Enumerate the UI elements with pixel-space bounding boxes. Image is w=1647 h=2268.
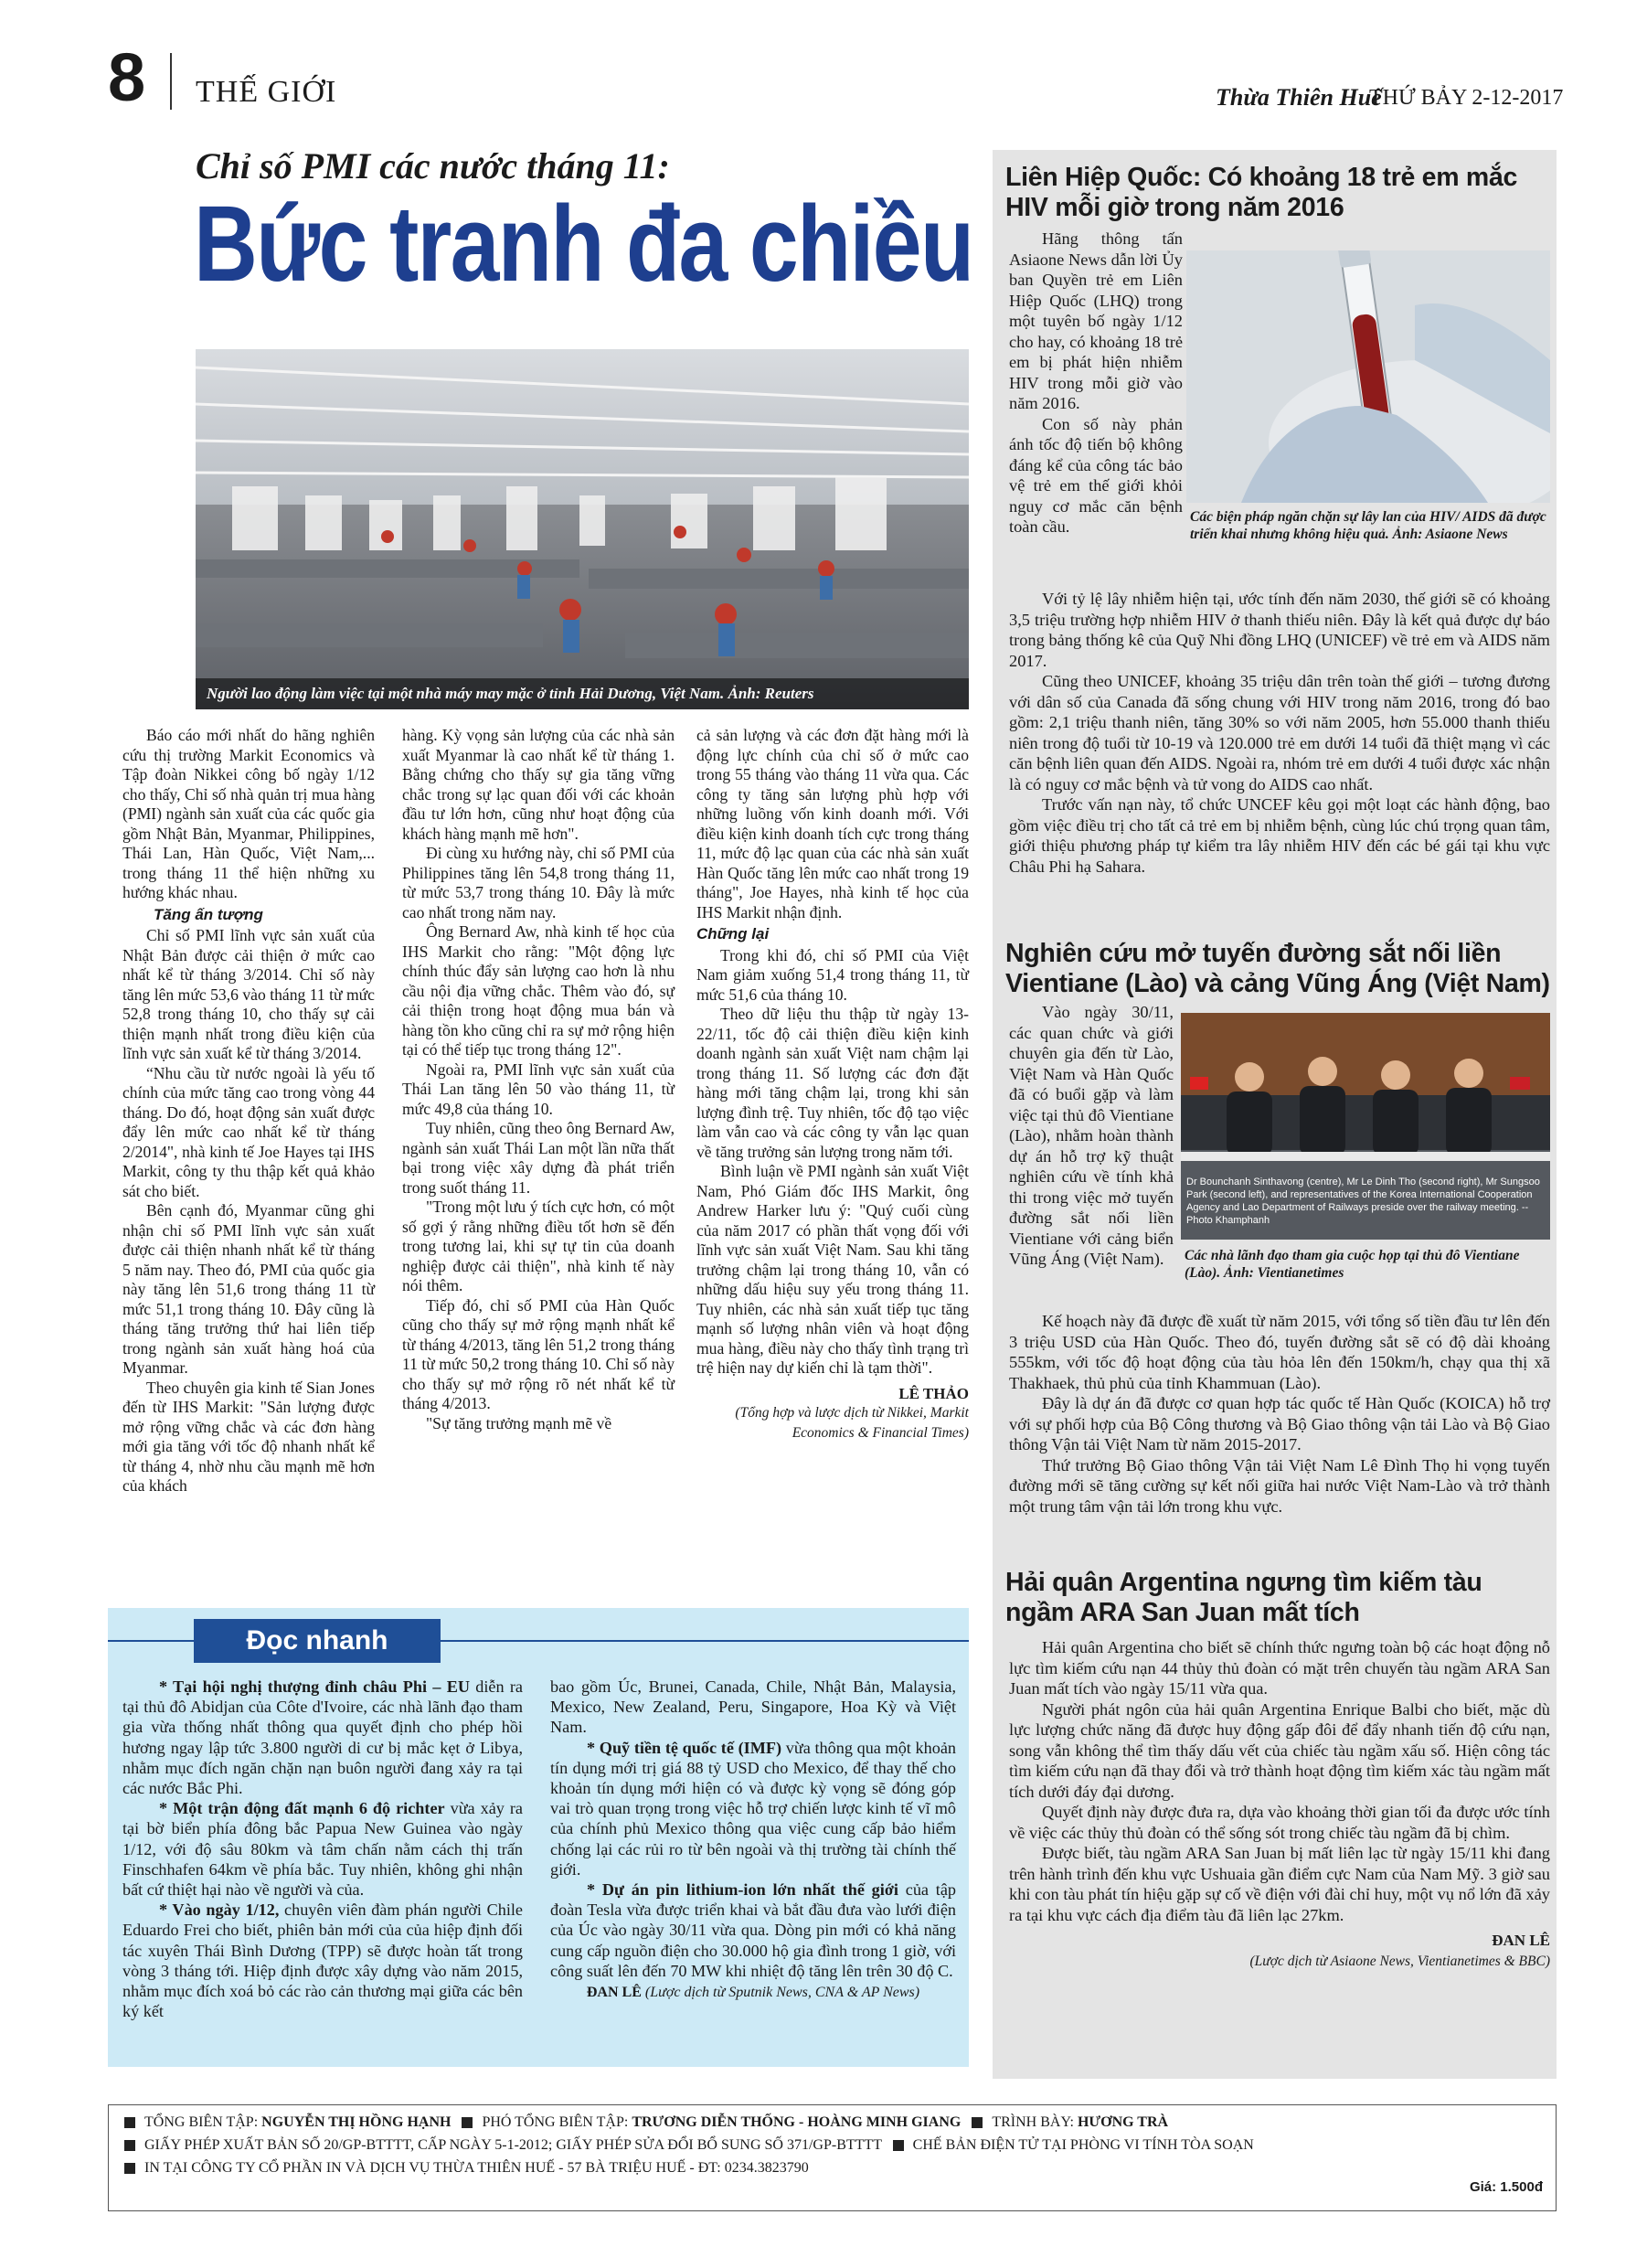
- bullet-square-icon: [124, 2140, 135, 2151]
- footer-value: TRƯƠNG DIỄN THỐNG - HOÀNG MINH GIANG: [632, 2114, 962, 2130]
- paragraph: Hải quân Argentina cho biết sẽ chính thức ngưng toàn bộ các hoạt động nỗ lực tìm kiếm cứu nạn 44 thủy thủ đoàn có mặt trên chuyến tàu ngầm ARA San Juan mất tích vào ngày 15/11 vừa qua.: [1009, 1638, 1550, 1698]
- paragraph: Theo chuyên gia kinh tế Sian Jones đến từ IHS Markit: "Sản lượng được mở rộng vững chắc và các đơn hàng mới gia tăng với tốc độ nhanh nhất kể từ tháng 4, nhờ nhu cầu mạnh mẽ hơn của khách: [122, 1378, 375, 1495]
- hiv-article-body: [1009, 589, 1550, 877]
- bullet-square-icon: [462, 2117, 473, 2128]
- hiv-blood-sample-photo: [1186, 250, 1550, 503]
- quick-read-text: vừa xảy ra tại bờ biển phía đông bắc Papua New Guinea vào ngày 1/12, với độ sâu 80km và tâm chấn nằm cách thị trấn Finschhafen 64km về phía bắc. Tuy nhiên, không ghi nhận bất cứ thiệt hại nào về người và của.: [122, 1799, 523, 1900]
- submarine-byline: ĐAN LÊ: [1492, 1932, 1550, 1949]
- submarine-source: (Lược dịch từ Asiaone News, Vientianetimes & BBC): [1249, 1953, 1550, 1969]
- paragraph: Kế hoạch này đã được đề xuất từ năm 2015, với tổng số tiền đầu tư lên đến 3 triệu USD của Hàn Quốc. Theo đó, tuyến đường sắt sẽ có độ dài khoảng 555km, với tốc độ hoạt động của tàu hỏa lên đến 150km/h, chạy qua thị xã Thakhaek, thủ phủ của tỉnh Khammuan (Lào).: [1009, 1312, 1550, 1392]
- paragraph: Báo cáo mới nhất do hãng nghiên cứu thị trường Markit Economics và Tập đoàn Nikkei công bố ngày 1/12 cho thấy, Chỉ số nhà quản trị mua hàng (PMI) ngành sản xuất của các quốc gia gồm Nhật Bản, Myanmar, Philippines, Thái Lan, Hàn Quốc, Việt Nam,... trong tháng 11 thể hiện những xu hướng khác nhau.: [122, 726, 375, 901]
- paragraph: "Trong một lưu ý tích cực hơn, có một số gợi ý rằng những điều tốt hơn sẽ đến trong tương lai, khi sự tự tin của doanh nghiệp được cải thiện", nhà kinh tế này nói thêm.: [402, 1198, 675, 1294]
- railway-article-headline: Nghiên cứu mở tuyến đường sắt nối liền Vientiane (Lào) và cảng Vũng Áng (Việt Nam): [1005, 939, 1550, 998]
- quick-read-item: [550, 1738, 956, 1879]
- railway-article-body: [1009, 1311, 1550, 1517]
- paragraph: Con số này phản ánh tốc độ tiến bộ không đáng kể của công tác bảo vệ trẻ em thế giới khỏi nguy cơ mắc căn bệnh toàn cầu.: [1009, 414, 1183, 536]
- quick-read-source: (Lược dịch từ Sputnik News, CNA & AP News): [644, 1985, 920, 2001]
- article-kicker: Chỉ số PMI các nước tháng 11:: [196, 145, 670, 186]
- quick-read-title: Đọc nhanh: [194, 1619, 441, 1663]
- footer-label: PHÓ TỔNG BIÊN TẬP:: [482, 2114, 632, 2130]
- quick-read-text: diễn ra tại thủ đô Abidjan của Côte d'Ivoire, các nhà lãnh đạo tham gia vừa thống nhất thông qua quyết định cho phép hồi hương ngay lập tức 3.800 người di cư bị mắc kẹt ở Libya, nhằm mục đích ngăn chặn nạn buôn người đang xảy ra tại các nước Bắc Phi.: [122, 1677, 523, 1798]
- quick-read-lead: * Tại hội nghị thượng đỉnh châu Phi – EU: [159, 1677, 470, 1696]
- blood-tube-illustration: [1186, 250, 1550, 503]
- footer-license-text: GIẤY PHÉP XUẤT BẢN SỐ 20/GP-BTTTT, CẤP NGÀY 5-1-2012; GIẤY PHÉP SỬA ĐỔI BỔ SUNG SỐ 371/GP-BTTTT: [144, 2137, 882, 2153]
- paragraph: Thứ trưởng Bộ Giao thông Vận tải Việt Nam Lê Đình Thọ hi vọng tuyến đường mới sẽ tăng cường sự kết nối giữa hai nước Việt Nam-Lào và trở thành một trung tâm vận tải lớn trong khu vực.: [1009, 1455, 1550, 1516]
- article-column-1: [122, 726, 375, 1496]
- quick-read-lead: * Quỹ tiền tệ quốc tế (IMF): [587, 1738, 782, 1757]
- paragraph: cả sản lượng và các đơn đặt hàng mới là động lực chính của chỉ số ở mức cao trong 55 tháng vào tháng 11 vừa qua. Các công ty tăng sản lượng phù hợp với những luồng vốn kinh doanh mới. Với điều kiện kinh doanh tích cực trong tháng 11, mức độ lạc quan của các nhà sản xuất Hàn Quốc tăng lên mức cao nhất trong 19 tháng", Joe Hayes, nhà kinh tế học của IHS Markit nhận định.: [696, 726, 969, 921]
- article-source: (Tổng hợp và lược dịch từ Nikkei, Markit Economics & Financial Times): [735, 1405, 969, 1441]
- railway-photo-caption: Các nhà lãnh đạo tham gia cuộc họp tại thủ đô Vientiane (Lào). Ảnh: Vientianetimes: [1185, 1248, 1520, 1281]
- quick-read-item: [550, 1879, 956, 1981]
- footer-row-printer: [124, 2156, 1312, 2179]
- article-headline: Bức tranh đa chiều: [194, 184, 973, 304]
- quick-read-item: [550, 1677, 956, 1738]
- quick-read-text: bao gồm Úc, Brunei, Canada, Chile, Nhật Bản, Malaysia, Mexico, New Zealand, Peru, Singapore, Hoa Kỳ và Việt Nam.: [550, 1677, 956, 1737]
- submarine-article-headline: Hải quân Argentina ngưng tìm kiếm tàu ngầm ARA San Juan mất tích: [1005, 1568, 1482, 1627]
- paragraph: Bình luận về PMI ngành sản xuất Việt Nam, Phó Giám đốc IHS Markit, ông Andrew Harker lưu ý: "Quý cuối cùng của năm 2017 có phần thất vọng đối với lĩnh vực sản xuất Việt Nam. Sau khi tăng trưởng chậm lại trong tháng 10, vẫn có những dấu hiệu suy yếu trong tháng 11. Tuy nhiên, các nhà sản xuất tiếp tục tăng mạnh số lượng nhân viên và hoạt động mua hàng, điều này cho thấy tình trạng trì trệ hiện nay dự kiến chỉ là tạm thời".: [696, 1162, 969, 1377]
- quick-read-credit: [550, 1983, 956, 2003]
- factory-photo-illustration: [196, 349, 969, 709]
- paragraph: Tiếp đó, chỉ số PMI của Hàn Quốc cũng cho thấy sự mở rộng mạnh nhất kể từ tháng 4/2013, tăng lên 51,2 trong tháng 11 từ mức 50,2 trong tháng 10. Chỉ số này cho thấy sự mở rộng rõ nét nhất kể từ tháng 4/2013.: [402, 1295, 675, 1412]
- footer-label: TỔNG BIÊN TẬP:: [144, 2114, 262, 2130]
- paragraph: Đây là dự án đã được cơ quan hợp tác quốc tế Hàn Quốc (KOICA) hỗ trợ với sự phối hợp của Bộ Công thương và Bộ Giao thông vận tải Lào và Bộ Giao thông Vận tải Việt Nam từ năm 2015-2017.: [1009, 1394, 1550, 1453]
- footer-row-license: [124, 2134, 1541, 2156]
- quick-read-right-column: [550, 1677, 956, 2003]
- hiv-photo-caption: Các biện pháp ngăn chặn sự lây lan của HIV/ AIDS đã được triển khai nhưng không hiệu quả. Ảnh: Asiaone News: [1190, 509, 1546, 542]
- footer-label: TRÌNH BÀY:: [992, 2114, 1078, 2130]
- paragraph: Tuy nhiên, cũng theo ông Bernard Aw, ngành sản xuất Thái Lan một lần nữa thất bại trong việc xây dựng đà phát triển trong suốt tháng 11.: [402, 1119, 675, 1197]
- quick-read-text: chuyên viên đàm phán người Chile Eduardo Frei cho biết, phiên bản mới của của hiệp định đối tác xuyên Thái Bình Dương (TPP) sẽ được hoàn tất trong vòng 3 tháng tới. Hiệp định được xây dựng vào năm 2015, nhằm mục đích xoá bỏ các rào cản thương mại giữa các bên ký kết: [122, 1901, 523, 2021]
- railway-article-lead: [1009, 1002, 1174, 1270]
- hiv-article-headline: Liên Hiệp Quốc: Có khoảng 18 trẻ em mắc HIV mỗi giờ trong năm 2016: [1005, 163, 1518, 222]
- subheading-slowdown: Chững lại: [696, 925, 770, 942]
- quick-read-left-column: [122, 1677, 523, 2021]
- section-title: THẾ GIỚI: [196, 75, 337, 109]
- paragraph: Bên cạnh đó, Myanmar cũng ghi nhận chỉ số PMI lĩnh vực sản xuất được cải thiện nhanh nhất kể từ tháng 5 năm nay. Theo đó, PMI của quốc gia này tăng lên 51,6 trong tháng 11 từ mức 51,1 trong tháng 10. Đây cũng là tháng tăng trưởng thứ hai liên tiếp trong ngành sản xuất hàng hoá của Myanmar.: [122, 1201, 375, 1377]
- article-column-2: [402, 726, 675, 1433]
- quick-read-lead: * Dự án pin lithium-ion lớn nhất thế giới: [587, 1880, 898, 1900]
- bullet-square-icon: [124, 2163, 135, 2174]
- issue-date: THỨ BẢY 2-12-2017: [1369, 86, 1564, 110]
- article-byline: LÊ THẢO: [898, 1384, 969, 1402]
- bullet-square-icon: [124, 2117, 135, 2128]
- quick-read-byline: ĐAN LÊ: [586, 1985, 642, 2001]
- quick-read-lead: * Một trận động đất mạnh 6 độ richter: [159, 1799, 445, 1818]
- paragraph: “Nhu cầu từ nước ngoài là yếu tố chính của mức tăng cao trong vòng 44 tháng. Do đó, hoạt động sản xuất được đẩy lên mức cao nhất kể từ tháng 2/2014", nhà kinh tế Joe Hayes tại IHS Markit, công ty thu thập kết quả khảo sát cho biết.: [122, 1063, 375, 1200]
- quick-read-text: vừa thông qua một khoản tín dụng mới trị giá 88 tỷ USD cho Mexico, để thay thế cho khoản tín dụng mới hiện có và được kỳ vọng sẽ đóng góp vai trò quan trọng trong việc hỗ trợ chiến lược kinh tế vĩ mô của chính phủ Mexico thông qua việc cung cấp bảo hiểm chống lại các rủi ro từ bên ngoài và thị trường tài chính thế giới.: [550, 1738, 957, 1879]
- footer-row-editors: [124, 2111, 1541, 2134]
- factory-photo: [196, 349, 969, 709]
- paragraph: hàng. Kỳ vọng sản lượng của các nhà sản xuất Myanmar là cao nhất kể từ tháng 1. Bằng chứng cho thấy sự gia tăng vững chắc trong sự lạc quan đối với các khoản đầu tư lớn hơn, cũng như hoạt động của khách hàng mạnh mẽ hơn".: [402, 726, 675, 843]
- paragraph: Ông Bernard Aw, nhà kinh tế học của IHS Markit cho rằng: "Một động lực chính thúc đẩy sản lượng cao hơn là nhu cầu nội địa vững chắc. Thêm vào đó, sự cải thiện trong hoạt động mua bán và hàng tồn kho cũng chỉ ra sự mở rộng hiện tại có thể tiếp tục trong tháng 12".: [402, 922, 675, 1059]
- subheading-impressive-growth: Tăng ấn tượng: [154, 905, 263, 923]
- bullet-square-icon: [893, 2140, 904, 2151]
- footer-printer-text: IN TẠI CÔNG TY CỔ PHẦN IN VÀ DỊCH VỤ THỪA THIÊN HUẾ - 57 BÀ TRIỆU HUẾ - ĐT: 0234.3823790: [144, 2160, 809, 2176]
- paragraph: Người phát ngôn của hải quân Argentina Enrique Balbi cho biết, mặc dù lực lượng chức năng đã được huy động gấp đôi để đẩy nhanh tiến độ cứu nạn, song vẫn không thể tìm thấy dấu vết của chiếc tàu ngầm xấu số. Hiện công tác tìm kiếm cứu nạn đã thay đổi và trở thành hoạt động tìm kiếm xác tàu ngầm mất tích dưới đáy đại dương.: [1009, 1699, 1550, 1801]
- railway-meeting-photo: [1181, 1013, 1550, 1240]
- quick-read-text: của tập đoàn Tesla vừa được triển khai và bắt đầu đưa vào lưới điện của Úc vào ngày 30/11 vừa qua. Dòng pin mới có khả năng cung cấp nguồn điện cho 30.000 hộ gia đình trong 1 giờ, với công suất lên đến 70 MW khi nhiệt độ tăng lên trên 30 độ C.: [550, 1880, 956, 1980]
- quick-read-item: [122, 1900, 523, 2021]
- page-number: 8: [108, 39, 146, 115]
- railway-photo-overlay-text: Dr Bounchanh Sinthavong (centre), Mr Le Dinh Tho (second right), Mr Sungsoo Park (second left), and representatives of the Korea International Cooperation Agency and Lao Department of Railways preside over the railway meeting. --Photo Khamphanh: [1186, 1177, 1540, 1226]
- footer-typesetting-text: CHẾ BẢN ĐIỆN TỬ TẠI PHÒNG VI TÍNH TÒA SOẠN: [912, 2137, 1254, 2153]
- paragraph: Trước vấn nạn này, tổ chức UNCEF kêu gọi một loạt các hành động, bao gồm việc điều trị cho tất cả trẻ em bị nhiễm bệnh, cùng lúc chú trọng quan tâm, giới thiệu phương pháp tự kiểm tra lây nhiễm HIV đến các bé gái tại khu vực Châu Phi hạ Sahara.: [1009, 795, 1550, 876]
- article-column-3: [696, 726, 969, 1443]
- footer-value: HƯƠNG TRÀ: [1077, 2114, 1169, 2130]
- newspaper-name: Thừa Thiên Huế: [1216, 84, 1382, 111]
- paragraph: Theo dữ liệu thu thập từ ngày 13-22/11, tốc độ cải thiện điều kiện kinh doanh ngành sản xuất Việt nam chậm lại trong tháng 11. Số lượng các đơn đặt hàng mới tăng chậm lại, trong khi sản lượng đình trệ. Tuy nhiên, tốc độ tạo việc làm vẫn cao và các công ty vẫn lạc quan về tăng trưởng sản lượng trong năm tới.: [696, 1005, 969, 1161]
- paragraph: Trong khi đó, chỉ số PMI của Việt Nam giảm xuống 51,4 trong tháng 11, từ mức 51,6 của tháng 10.: [696, 945, 969, 1004]
- quick-read-lead: * Vào ngày 1/12,: [159, 1901, 280, 1920]
- paragraph: Cũng theo UNICEF, khoảng 35 triệu dân trên toàn thế giới – tương đương với dân số của Canada đã sống chung với HIV trong năm 2016, trong đó bao gồm: 2,1 triệu thanh niên, tăng 30% so với năm 2005, hơn 55.000 thanh thiếu niên trong độ tuổi từ 10-19 và 120.000 trẻ em dưới 14 tuổi đã thiệt mạng vì các căn bệnh liên quan đến AIDS. Ngoài ra, nhóm trẻ em dưới 4 tuổi được xác nhận là có nguy cơ mắc bệnh và tử vong do AIDS cao nhất.: [1009, 672, 1550, 793]
- paragraph: Được biết, tàu ngầm ARA San Juan bị mất liên lạc từ ngày 15/11 khi đang trên hành trình đến khu vực Ushuaia gần điểm cực Nam của Nam Mỹ. 3 giờ sau khi con tàu phát tín hiệu gặp sự cố về điện với đài chỉ huy, một vụ nổ lớn đã xảy ra tại khu vực cách địa điểm tàu đã liên lạc 27km.: [1009, 1844, 1550, 1924]
- issue-price: Giá: 1.500đ: [1469, 2179, 1543, 2195]
- footer-value: NGUYỄN THỊ HỒNG HẠNH: [261, 2114, 452, 2130]
- paragraph: Ngoài ra, PMI lĩnh vực sản xuất của Thái Lan tăng lên 50 vào tháng 11, từ mức 49,8 của tháng 10.: [402, 1059, 675, 1118]
- main-photo-caption: Người lao động làm việc tại một nhà máy may mặc ở tỉnh Hải Dương, Việt Nam. Ảnh: Reuters: [196, 678, 969, 709]
- paragraph: Quyết định này được đưa ra, dựa vào khoảng thời gian tối đa được ước tính về việc các thủy thủ đoàn có thể sống sót trong chiếc tàu ngầm đã bị chìm.: [1009, 1803, 1550, 1842]
- hiv-article-lead: [1009, 229, 1183, 538]
- paragraph: Đi cùng xu hướng này, chỉ số PMI của Philippines tăng lên 54,8 trong tháng 11, từ mức 53,7 trong tháng 10. Đây là mức cao nhất trong năm nay.: [402, 844, 675, 921]
- paragraph: Hãng thông tấn Asiaone News dẫn lời Ủy ban Quyền trẻ em Liên Hiệp Quốc (LHQ) trong một tuyên bố ngày 1/12 cho hay, có khoảng 18 trẻ em bị phát hiện nhiễm HIV trong mỗi giờ vào năm 2016.: [1009, 229, 1183, 412]
- paragraph: Với tỷ lệ lây nhiễm hiện tại, ước tính đến năm 2030, thế giới sẽ có khoảng 3,5 triệu trường hợp nhiễm HIV ở thanh thiếu niên. Đây là kết quả được dự báo trong bảng thống kê của Quỹ Nhi đồng LHQ (UNICEF) về trẻ em và AIDS năm 2017.: [1009, 590, 1550, 670]
- submarine-article-body: [1009, 1637, 1550, 1972]
- quick-read-item: [122, 1798, 523, 1900]
- header-divider: [170, 53, 172, 110]
- bullet-square-icon: [972, 2117, 983, 2128]
- paragraph: Chỉ số PMI lĩnh vực sản xuất của Nhật Bản được cải thiện ở mức cao nhất kể từ tháng 3/2014. Chỉ số này tăng lên mức 53,6 vào tháng 11 từ mức 52,8 trong tháng 10, cho thấy sự cải thiện mạnh nhất trong điều kiện của lĩnh vực sản xuất kể từ tháng 3/2014.: [122, 926, 375, 1062]
- paragraph: "Sự tăng trưởng mạnh mẽ về: [426, 1413, 612, 1432]
- paragraph: Vào ngày 30/11, các quan chức và giới chuyên gia đến từ Lào, Việt Nam và Hàn Quốc đã có buổi gặp và làm việc tại thủ đô Vientiane (Lào), nhằm hoàn thành dự án hỗ trợ kỹ thuật nghiên cứu về tính khả thi trong việc mở tuyến đường sắt nối liền Vientiane với cảng biển Vũng Áng (Việt Nam).: [1009, 1003, 1174, 1268]
- quick-read-item: [122, 1677, 523, 1798]
